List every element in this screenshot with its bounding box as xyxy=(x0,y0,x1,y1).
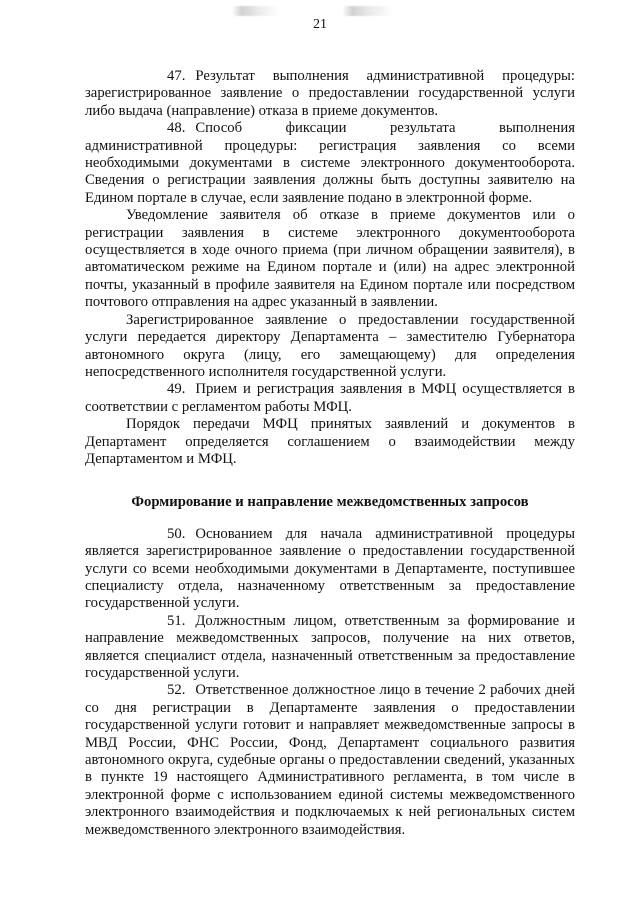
paragraph-number: 51. xyxy=(167,612,186,629)
paragraph-number: 50. xyxy=(167,525,186,542)
paragraph-50 xyxy=(85,526,575,613)
paragraph-number: 48. xyxy=(167,120,186,137)
document-body xyxy=(85,68,575,839)
paragraph-number: 49. xyxy=(167,381,186,398)
paragraph-text: Порядок передачи МФЦ принятых заявлений и документов в Департамент определяется соглашением о взаимодействии между Департаментом и МФЦ. xyxy=(85,416,575,467)
paragraph-51 xyxy=(85,613,575,683)
paragraph-49 xyxy=(85,381,575,416)
paragraph-48 xyxy=(85,120,575,207)
paragraph-text: Способ фиксации результата выполнения административной процедуры: регистрация заявления со всеми необходимыми документами в системе электронного документооборота. Сведения о регистрации заявления должны быть доступны заявителю на Едином портале в случае, если заявление подано в электронной форме. xyxy=(85,120,575,206)
paragraph-text: Основанием для начала административной процедуры является зарегистрированное заявление о предоставлении государственной услуги со всеми необходимыми документами в Департаменте, поступившее специалисту отдела, назначенному ответственным за предоставление государственной услуги. xyxy=(85,525,575,612)
paragraph-notification xyxy=(85,207,575,311)
paragraph-number: 47. xyxy=(167,68,186,84)
page-number: 21 xyxy=(313,17,327,32)
paragraph-text: Зарегистрированное заявление о предоставлении государственной услуги передается директору Департамента – заместителю Губернатора автономного округа (лицу, его замещающему) для определения непосредственного исполнителя государственной услуги. xyxy=(85,311,575,380)
paragraph-text: Должностным лицом, ответственным за формирование и направление межведомственных запросов, получение на них ответов, является специалист отдела, назначенный ответственным за предоставление государственной услуги. xyxy=(85,612,575,681)
paragraph-52 xyxy=(85,682,575,839)
paragraph-number: 52. xyxy=(167,682,186,699)
paragraph-47 xyxy=(85,68,575,120)
scan-artifact xyxy=(342,6,394,16)
paragraph-text: Прием и регистрация заявления в МФЦ осуществляется в соответствии с регламентом работы МФЦ. xyxy=(85,381,575,415)
section-title: Формирование и направление межведомственных запросов xyxy=(131,494,529,511)
paragraph-mfc-procedure xyxy=(85,416,575,468)
paragraph-registered-application xyxy=(85,312,575,382)
paragraph-text: Результат выполнения административной процедуры: зарегистрированное заявление о предоставлении государственной услуги либо выдача (направление) отказа в приеме документов. xyxy=(85,68,575,119)
scan-artifact xyxy=(232,6,280,16)
paragraph-text: Ответственное должностное лицо в течение 2 рабочих дней со дня регистрации в Департаменте заявления о предоставлении государственной услуги готовит и направляет межведомственные запросы в МВД России, ФНС России, Фонд, Департамент социального развития автономного округа, судебные органы о предоставлении сведений, указанных в пункте 19 настоящего Административного регламента, в том числе в электронной форме с использованием единой системы межведомственного электронного взаимодействия и подключаемых к ней региональных систем межведомственного электронного взаимодействия. xyxy=(85,682,575,838)
paragraph-text: Уведомление заявителя об отказе в приеме документов или о регистрации заявления в системе электронного документооборота осуществляется в ходе очного приема (при личном обращении заявителя), в автоматическом режиме на Едином портале и (или) на адрес электронной почты, указанный в профиле заявителя на Едином портале или посредством почтового отправления на адрес указанный в заявлении. xyxy=(85,207,575,311)
